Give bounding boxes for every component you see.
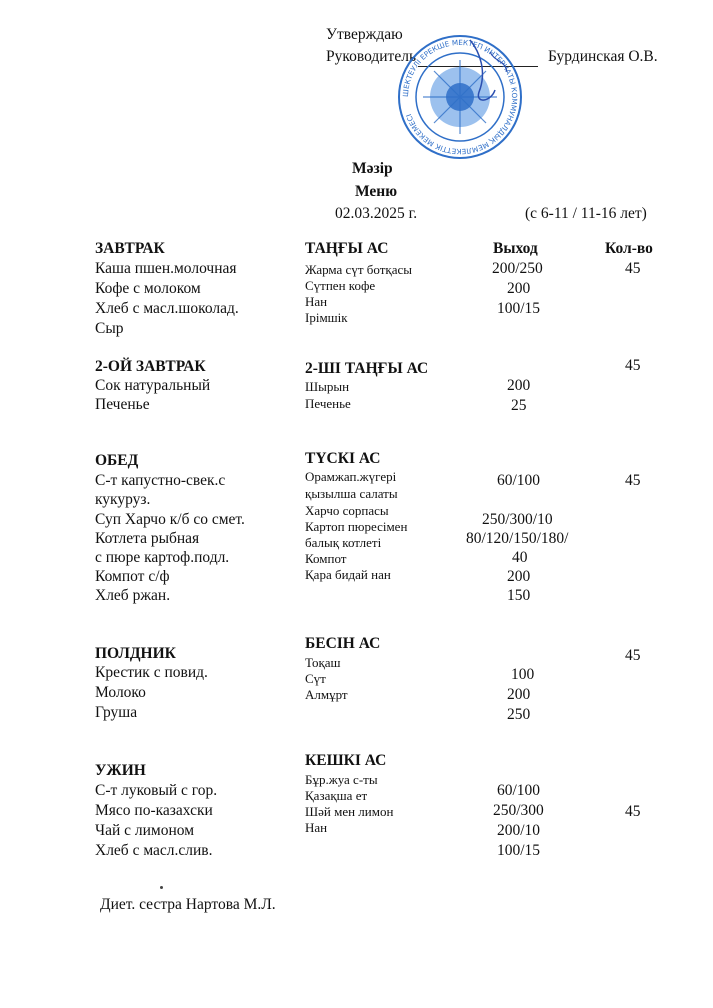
menu-item-ru: кукуруз. [95,491,151,508]
head-name: Бурдинская О.В. [548,48,658,65]
menu-item-kk: Нан [305,820,328,835]
menu-output: 25 [511,397,527,414]
menu-output: 100/15 [497,842,541,859]
menu-output: 250 [507,706,531,723]
menu-item-ru: Печенье [95,396,150,413]
menu-output: 250/300 [493,802,544,819]
menu-item-kk: Орамжап.жүгері [305,469,397,484]
menu-item-kk: Харчо сорпасы [305,503,389,518]
meal-title-ru: 2-ОЙ ЗАВТРАК [95,358,206,375]
menu-output: 80/120/150/180/ [466,530,569,547]
menu-item-ru: Чай с лимоном [95,822,195,839]
meal-title-kk: КЕШКІ АС [305,752,387,769]
menu-item-kk: Шәй мен лимон [305,804,394,819]
menu-item-ru: С-т луковый с гор. [95,782,218,799]
title-kk: Мәзір [352,160,393,177]
meal-count: 45 [625,472,641,489]
menu-item-kk: Жарма сүт ботқасы [305,262,412,277]
menu-item-kk: Алмұрт [305,687,348,702]
menu-item-kk: Бұр.жуа с-ты [305,772,378,787]
meal-title-ru: ОБЕД [95,452,139,469]
column-output: Выход [493,240,538,257]
title-ru: Меню [355,183,398,200]
menu-item-ru: Мясо по-казахски [95,802,213,819]
menu-item-kk: Компот [305,551,347,566]
menu-item-ru: Компот с/ф [95,568,170,585]
column-count: Кол-во [605,240,653,257]
menu-item-kk: Печенье [305,396,351,411]
menu-item-kk: Қазақша ет [305,788,368,803]
menu-item-ru: Суп Харчо к/б со смет. [95,511,245,528]
menu-date: 02.03.2025 г. [335,205,418,222]
dietitian-signature: Диет. сестра Нартова М.Л. [100,896,276,913]
meal-count: 45 [625,647,641,664]
menu-output: 200/10 [497,822,541,839]
meal-title-ru: УЖИН [95,762,146,779]
menu-item-kk: балық котлеті [305,535,382,550]
menu-item-ru: Молоко [95,684,146,701]
menu-item-kk: Картоп пюресімен [305,519,408,534]
meal-count: 45 [625,260,641,277]
meal-title-kk: 2-ШІ ТАҢҒЫ АС [305,360,429,377]
menu-output: 60/100 [497,782,541,799]
menu-item-kk: Ірімшік [305,310,348,325]
menu-item-ru: Кофе с молоком [95,280,201,297]
meal-title-ru: ПОЛДНИК [95,645,176,662]
menu-output: 200 [507,280,531,297]
meal-count: 45 [625,357,641,374]
age-range: (с 6-11 / 11-16 лет) [525,205,647,222]
meal-count: 45 [625,803,641,820]
menu-item-ru: Хлеб ржан. [95,587,171,604]
official-stamp-icon [395,32,525,162]
menu-output: 40 [512,549,528,566]
menu-item-ru: Сок натуральный [95,377,211,394]
menu-output: 250/300/10 [482,511,553,528]
meal-title-ru: ЗАВТРАК [95,240,165,257]
approve-label: Утверждаю [326,26,403,43]
menu-output: 150 [507,587,531,604]
menu-item-ru: Хлеб с масл.шоколад. [95,300,239,317]
meal-title-kk: БЕСІН АС [305,635,381,652]
menu-item-kk: Қара бидай нан [305,567,391,582]
meal-title-kk: ТҮСКІ АС [305,450,381,467]
menu-item-kk: Сүтпен кофе [305,278,376,293]
menu-item-ru: С-т капустно-свек.с [95,472,226,489]
menu-output: 200/250 [492,260,543,277]
menu-output: 200 [507,568,531,585]
menu-output: 100 [511,666,535,683]
menu-output: 60/100 [497,472,541,489]
menu-item-kk: Тоқаш [305,655,341,670]
menu-item-kk: Шырын [305,379,350,394]
menu-item-ru: Крестик с повид. [95,664,208,681]
stamp-text: ШЕКТЕУЛІ ЕРЕКШЕ МЕКТЕП ИНТЕРНАТЫ КОММУНАЛДЫҚ МЕМЛЕКЕТТІК МЕКЕМЕСІ [400,37,520,157]
menu-item-kk: Нан [305,294,328,309]
meal-title-kk: ТАҢҒЫ АС [305,240,389,257]
menu-output: 100/15 [497,300,541,317]
scan-dot [160,886,163,889]
menu-item-ru: Хлеб с масл.слив. [95,842,213,859]
menu-output: 200 [507,377,531,394]
menu-item-ru: с пюре картоф.подл. [95,549,230,566]
menu-item-ru: Груша [95,704,138,721]
head-label: Руководитель [326,48,417,65]
menu-item-ru: Каша пшен.молочная [95,260,237,277]
menu-item-kk: қызылша салаты [305,486,398,501]
menu-item-kk: Сүт [305,671,326,686]
menu-item-ru: Котлета рыбная [95,530,200,547]
menu-output: 200 [507,686,531,703]
menu-item-ru: Сыр [95,320,124,337]
